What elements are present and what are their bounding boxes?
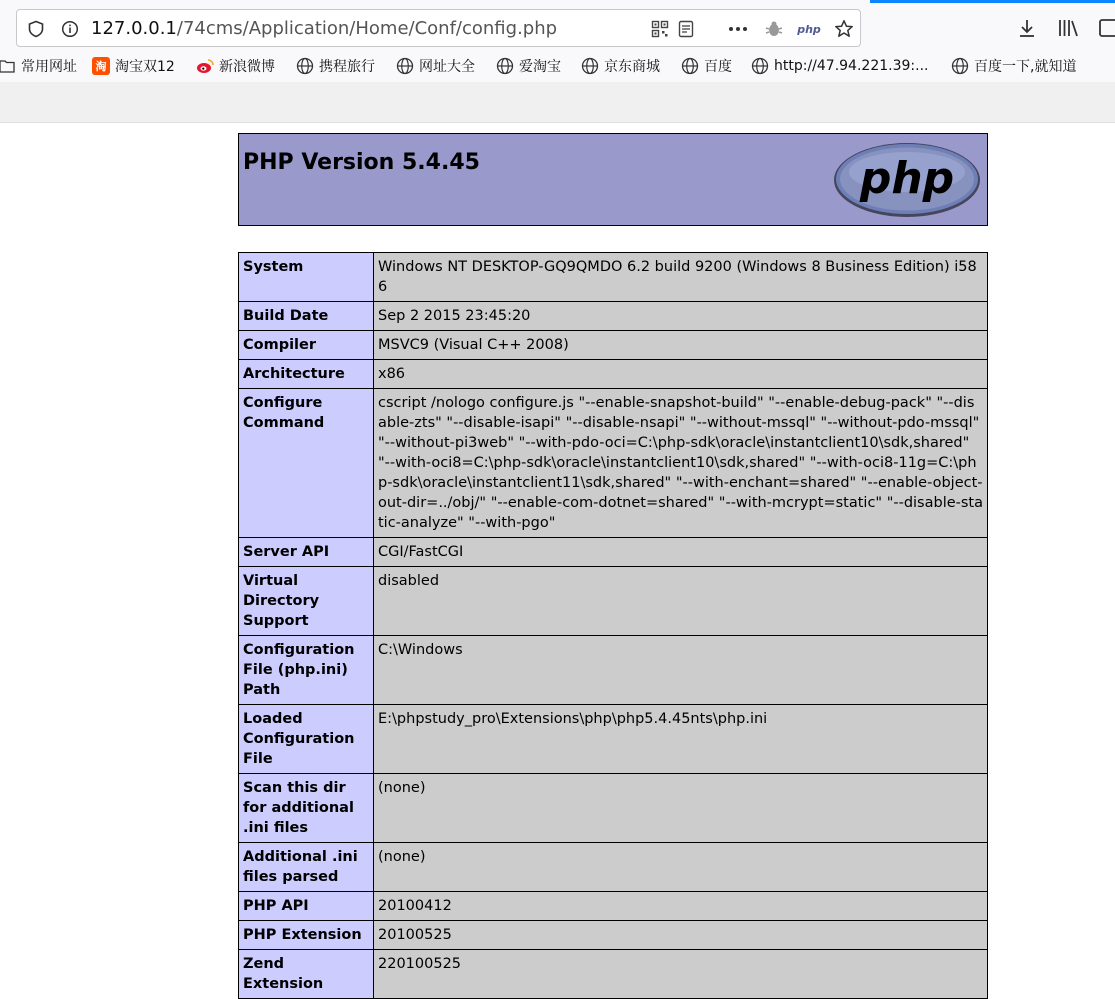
bookmark-item[interactable] [0,56,77,76]
bug-icon[interactable] [763,18,785,40]
globe-icon [396,57,414,75]
info-key: Additional .ini files parsed [239,843,374,892]
qr-code-icon[interactable] [649,18,671,40]
info-key: Configuration File (php.ini) Path [239,636,374,705]
info-key: Build Date [239,302,374,331]
info-key: System [239,253,374,302]
info-key: Loaded Configuration File [239,705,374,774]
table-row [239,538,988,567]
php-extension-icon[interactable]: php [797,22,821,36]
shield-icon[interactable] [25,18,47,40]
table-row [239,360,988,389]
table-row [239,843,988,892]
bookmark-label: 百度 [704,59,732,75]
globe-icon [681,57,699,75]
info-key: Zend Extension [239,950,374,999]
bookmark-item[interactable] [92,56,175,76]
library-icon[interactable] [1056,16,1080,40]
info-key: Compiler [239,331,374,360]
bookmark-item[interactable] [496,56,561,76]
folder-icon [0,57,16,75]
bookmark-label: 爱淘宝 [519,59,561,75]
info-key: PHP Extension [239,921,374,950]
globe-icon [951,57,969,75]
table-row [239,253,988,302]
taobao-icon: 淘 [92,57,110,75]
globe-icon [496,57,514,75]
bookmarks-bar [0,50,1115,82]
star-bookmark-icon[interactable] [833,18,855,40]
bookmark-item[interactable] [951,56,1076,76]
more-actions-icon[interactable] [727,18,749,40]
weibo-icon [196,57,214,75]
info-value: CGI/FastCGI [374,538,988,567]
table-row [239,892,988,921]
download-icon[interactable] [1015,16,1039,40]
bookmark-label: 常用网址 [21,59,77,75]
info-value: C:\Windows [374,636,988,705]
bookmark-label: 京东商城 [604,59,660,75]
info-value: cscript /nologo configure.js "--enable-snapshot-build" "--enable-debug-pack" "--disable-zts" "--disable-isapi" "--disable-nsapi" "--without-mssql" "--without-pdo-mssql" "--without-pi3web" "--with-pdo-oci=C:\php-sdk\oracle\instantclient10\sdk,shared" "--with-oci8=C:\php-sdk\oracle\instantclient10\sdk,shared" "--with-oci8-11g=C:\php-sdk\oracle\instantclient11\sdk,shared" "--with-enchant=shared" "--enable-object-out-dir=../obj/" "--enable-com-dotnet=shared" "--with-mcrypt=static" "--disable-static-analyze" "--with-pgo" [374,389,988,538]
bookmark-label: 新浪微博 [219,59,275,75]
bookmark-item[interactable] [196,56,275,76]
reader-view-icon[interactable] [675,18,697,40]
bookmark-item[interactable] [751,56,928,76]
info-value: x86 [374,360,988,389]
info-icon[interactable] [59,18,81,40]
info-value: Sep 2 2015 23:45:20 [374,302,988,331]
table-row [239,950,988,999]
sidebar-icon[interactable] [1098,16,1115,40]
bookmark-item[interactable] [296,56,375,76]
bookmark-label: 携程旅行 [319,59,375,75]
url-host: 127.0.0.1 [91,18,177,39]
info-value: Windows NT DESKTOP-GQ9QMDO 6.2 build 9200 (Windows 8 Business Edition) i586 [374,253,988,302]
info-value: E:\phpstudy_pro\Extensions\php\php5.4.45nts\php.ini [374,705,988,774]
notification-bar [0,82,1115,123]
url-bar[interactable] [16,9,861,47]
php-logo-text: php [859,153,955,204]
info-key: Configure Command [239,389,374,538]
bookmark-label: http://47.94.221.39:... [774,58,929,74]
info-value: 20100525 [374,921,988,950]
browser-toolbar [0,0,1115,50]
bookmark-label: 百度一下,就知道 [974,59,1077,75]
bookmark-item[interactable] [396,56,475,76]
table-row [239,774,988,843]
info-key: PHP API [239,892,374,921]
info-value: (none) [374,843,988,892]
table-row [239,705,988,774]
info-key: Server API [239,538,374,567]
table-row [239,921,988,950]
bookmark-label: 网址大全 [419,59,475,75]
info-value: MSVC9 (Visual C++ 2008) [374,331,988,360]
bookmark-item[interactable] [581,56,660,76]
table-row [239,331,988,360]
info-key: Scan this dir for additional .ini files [239,774,374,843]
globe-icon [581,57,599,75]
globe-icon [296,57,314,75]
bookmark-item[interactable] [681,56,732,76]
info-value: 20100412 [374,892,988,921]
info-key: Architecture [239,360,374,389]
info-value: (none) [374,774,988,843]
table-row [239,389,988,538]
table-row [239,567,988,636]
globe-icon [751,57,769,75]
page-content [0,123,1115,992]
info-value: disabled [374,567,988,636]
url-path: /74cms/Application/Home/Conf/config.php [176,18,558,39]
table-row [239,302,988,331]
page-title: PHP Version 5.4.45 [243,150,480,175]
tab-accent-line [870,0,1115,3]
table-row [239,636,988,705]
bookmark-label: 淘宝双12 [115,59,175,75]
url-text[interactable] [91,18,557,40]
php-info-table [238,252,988,999]
php-logo[interactable] [833,142,981,222]
php-version-header [238,133,988,226]
info-key: Virtual Directory Support [239,567,374,636]
info-value: 220100525 [374,950,988,999]
